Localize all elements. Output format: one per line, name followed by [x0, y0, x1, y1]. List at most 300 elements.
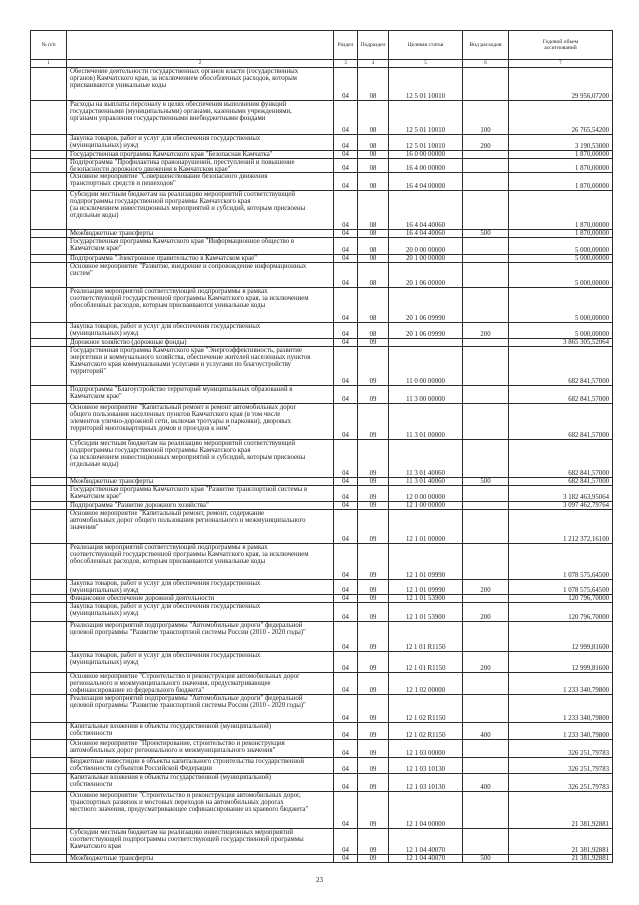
cell-section: 04	[334, 255, 358, 263]
budget-table	[30, 30, 613, 863]
cell-expense-type	[463, 159, 509, 173]
table-row	[31, 622, 613, 652]
cell-num	[31, 323, 67, 339]
cell-num	[31, 673, 67, 695]
table-row	[31, 595, 613, 603]
cell-subsection: 08	[358, 159, 389, 173]
cell-subsection: 09	[358, 652, 389, 673]
cell-target-article	[389, 339, 463, 347]
cell-amount: 5 000,00000	[509, 255, 613, 263]
cell-amount: 3 182 463,95064	[509, 486, 613, 502]
cell-num	[31, 68, 67, 101]
cell-subsection: 09	[358, 544, 389, 580]
table-row	[31, 347, 613, 386]
table-row	[31, 173, 613, 191]
cell-target-article: 12 1 03 10130	[389, 758, 463, 774]
cell-num	[31, 740, 67, 758]
cell-expense-type	[463, 673, 509, 695]
header-amount	[509, 31, 613, 60]
cell-expense-type	[463, 510, 509, 544]
cell-amount: 29 956,07200	[509, 68, 613, 101]
cell-name: Межбюджетные трансферты	[67, 230, 334, 238]
table-row	[31, 339, 613, 347]
cell-num	[31, 159, 67, 173]
cell-amount: 5 000,00000	[509, 288, 613, 323]
cell-target-article: 12 1 04 40070	[389, 829, 463, 855]
column-number: 4	[358, 60, 389, 68]
cell-section: 04	[334, 595, 358, 603]
cell-amount: 5 000,00000	[509, 263, 613, 288]
cell-name: Субсидии местным бюджетам на реализацию мероприятий соответствующей подпрограммы государственной программы Камчатского края (за исключением инвестиционных мероприятий и субсидий, которым присвоены отдельные коды)	[67, 440, 334, 478]
cell-num	[31, 829, 67, 855]
cell-name: Капитальные вложения в объекты государственной (муниципальной) собственности	[67, 723, 334, 740]
cell-subsection: 08	[358, 151, 389, 159]
cell-subsection: 09	[358, 855, 389, 863]
cell-amount: 26 765,54200	[509, 101, 613, 135]
cell-expense-type	[463, 502, 509, 510]
cell-subsection: 08	[358, 230, 389, 238]
column-numbers-row	[31, 60, 613, 68]
cell-num	[31, 595, 67, 603]
cell-target-article: 12 5 01 10010	[389, 101, 463, 135]
cell-name: Расходы на выплаты персоналу в целях обеспечения выполнения функций государственными (муниципальными) органами, казенными учреждениями, органами управления государственными внебюджетными фондами	[67, 101, 334, 135]
cell-num	[31, 173, 67, 191]
cell-target-article: 11 3 01 40060	[389, 440, 463, 478]
cell-target-article: 11 3 00 00000	[389, 386, 463, 404]
cell-subsection: 09	[358, 404, 389, 440]
cell-section: 04	[334, 673, 358, 695]
table-row	[31, 603, 613, 622]
cell-expense-type	[463, 263, 509, 288]
cell-subsection: 09	[358, 622, 389, 652]
table-row	[31, 758, 613, 774]
cell-num	[31, 478, 67, 486]
cell-section: 04	[334, 510, 358, 544]
cell-section: 04	[334, 191, 358, 230]
cell-num	[31, 502, 67, 510]
cell-subsection: 08	[358, 255, 389, 263]
cell-section: 04	[334, 238, 358, 255]
cell-amount: 12 999,81600	[509, 652, 613, 673]
cell-target-article: 16 4 04 40060	[389, 191, 463, 230]
cell-amount: 1 870,00000	[509, 151, 613, 159]
cell-subsection: 09	[358, 792, 389, 829]
cell-expense-type	[463, 695, 509, 723]
cell-expense-type	[463, 151, 509, 159]
cell-subsection: 09	[358, 339, 389, 347]
cell-expense-type	[463, 544, 509, 580]
cell-section: 04	[334, 544, 358, 580]
cell-target-article: 12 1 01 R1150	[389, 622, 463, 652]
cell-amount: 21 381,92881	[509, 829, 613, 855]
cell-subsection: 09	[358, 603, 389, 622]
cell-expense-type	[463, 255, 509, 263]
cell-target-article: 12 1 02 R1150	[389, 723, 463, 740]
cell-section: 04	[334, 440, 358, 478]
cell-name: Реализация мероприятий подпрограммы "Автомобильные дороги" федеральной целевой программы "Развитие транспортной системы России (2010 - 2020 годы)"	[67, 695, 334, 723]
cell-expense-type: 200	[463, 603, 509, 622]
column-number: 5	[389, 60, 463, 68]
cell-section: 04	[334, 339, 358, 347]
cell-name: Основное мероприятие "Капитальный ремонт, ремонт, содержание автомобильных дорог общего пользования регионального и межмуниципального значения"	[67, 510, 334, 544]
cell-name: Субсидии местным бюджетам на реализацию мероприятий соответствующей подпрограммы государственной программы Камчатского края (за исключением инвестиционных мероприятий и субсидий, которым присвоены отдельные коды)	[67, 191, 334, 230]
cell-section: 04	[334, 652, 358, 673]
table-row	[31, 386, 613, 404]
cell-section: 04	[334, 323, 358, 339]
cell-target-article: 12 1 01 09990	[389, 544, 463, 580]
cell-target-article: 16 4 00 00000	[389, 159, 463, 173]
cell-name: Обеспечение деятельности государственных органов власти (государственных органов) Камчатского края, за исключением обособленных расходов, которым присваиваются уникальные коды	[67, 68, 334, 101]
cell-num	[31, 135, 67, 151]
cell-target-article: 16 0 00 00000	[389, 151, 463, 159]
cell-section: 04	[334, 740, 358, 758]
cell-subsection: 09	[358, 758, 389, 774]
cell-num	[31, 486, 67, 502]
column-number: 1	[31, 60, 67, 68]
cell-target-article: 12 1 02 00000	[389, 673, 463, 695]
cell-name: Реализация мероприятий соответствующей подпрограммы в рамках соответствующей государственной программы Камчатского края, за исключением обособленных расходов, которым присваиваются уникальные коды	[67, 288, 334, 323]
cell-target-article: 12 5 01 10010	[389, 135, 463, 151]
table-row	[31, 673, 613, 695]
header-target-article: Целевая статья	[389, 31, 463, 60]
cell-section: 04	[334, 723, 358, 740]
cell-target-article: 12 1 00 00000	[389, 502, 463, 510]
table-row	[31, 288, 613, 323]
cell-amount: 5 000,00000	[509, 323, 613, 339]
header-name	[67, 31, 334, 60]
cell-name: Закупка товаров, работ и услуг для обеспечения государственных (муниципальных) нужд	[67, 603, 334, 622]
table-row	[31, 829, 613, 855]
cell-section: 04	[334, 288, 358, 323]
cell-name: Закупка товаров, работ и услуг для обеспечения государственных (муниципальных) нужд	[67, 135, 334, 151]
header-expense-type: Вид расходов	[463, 31, 509, 60]
cell-subsection: 09	[358, 774, 389, 792]
cell-target-article: 12 1 03 10130	[389, 774, 463, 792]
table-row	[31, 68, 613, 101]
cell-num	[31, 544, 67, 580]
cell-expense-type	[463, 238, 509, 255]
cell-expense-type	[463, 339, 509, 347]
cell-section: 04	[334, 151, 358, 159]
cell-amount: 1 870,00000	[509, 191, 613, 230]
cell-target-article: 20 1 00 00000	[389, 255, 463, 263]
cell-amount: 21 381,92881	[509, 792, 613, 829]
cell-name: Основное мероприятие "Капитальный ремонт и ремонт автомобильных дорог общего пользования населенных пунктов Камчатского края (в том числе элементов улично-дорожной сети, включая тротуары и парковки), дворовых территорий многоквартирных домов и проездов к ним"	[67, 404, 334, 440]
cell-target-article: 16 4 04 40060	[389, 230, 463, 238]
cell-num	[31, 191, 67, 230]
cell-num	[31, 339, 67, 347]
cell-expense-type	[463, 191, 509, 230]
cell-num	[31, 263, 67, 288]
cell-subsection: 09	[358, 673, 389, 695]
cell-section: 04	[334, 68, 358, 101]
cell-amount: 1 233 340,79800	[509, 673, 613, 695]
cell-section: 04	[334, 603, 358, 622]
cell-section: 04	[334, 478, 358, 486]
cell-subsection: 09	[358, 695, 389, 723]
cell-num	[31, 758, 67, 774]
column-number: 3	[334, 60, 358, 68]
cell-num	[31, 652, 67, 673]
table-row	[31, 580, 613, 595]
cell-name: Государственная программа Камчатского края "Энергоэффективность, развитие энергетики и коммунального хозяйства, обеспечение жителей населенных пунктов Камчатского края коммунальными услугами и услугами по благоустройству территорий"	[67, 347, 334, 386]
cell-name: Государственная программа Камчатского края "Информационное общество в Камчатском крае"	[67, 238, 334, 255]
cell-num	[31, 347, 67, 386]
cell-section: 04	[334, 230, 358, 238]
cell-subsection: 09	[358, 740, 389, 758]
cell-subsection: 08	[358, 173, 389, 191]
cell-subsection: 08	[358, 263, 389, 288]
cell-amount: 326 251,79783	[509, 740, 613, 758]
cell-amount: 326 251,79783	[509, 774, 613, 792]
cell-target-article: 11 3 01 00000	[389, 404, 463, 440]
cell-section: 04	[334, 347, 358, 386]
column-number: 6	[463, 60, 509, 68]
cell-amount: 682 841,57000	[509, 386, 613, 404]
cell-name: Реализация мероприятий подпрограммы "Автомобильные дороги" федеральной целевой программы "Развитие транспортной системы России (2010 - 2020 годы)"	[67, 622, 334, 652]
cell-name: Реализация мероприятий соответствующей подпрограммы в рамках соответствующей государственной программы Камчатского края, за исключением обособленных расходов, которым присваиваются уникальные коды	[67, 544, 334, 580]
table-row	[31, 502, 613, 510]
cell-target-article: 12 1 01 09990	[389, 580, 463, 595]
cell-amount: 682 841,57000	[509, 440, 613, 478]
cell-amount: 1 870,00000	[509, 159, 613, 173]
cell-section: 04	[334, 386, 358, 404]
cell-expense-type: 400	[463, 723, 509, 740]
page-number: 23	[316, 876, 323, 884]
cell-subsection: 08	[358, 135, 389, 151]
column-number: 2	[67, 60, 334, 68]
table-row	[31, 255, 613, 263]
cell-section: 04	[334, 829, 358, 855]
table-row	[31, 740, 613, 758]
table-body	[31, 68, 613, 863]
cell-target-article: 20 1 06 00000	[389, 263, 463, 288]
cell-expense-type: 500	[463, 230, 509, 238]
cell-name: Субсидии местным бюджетам на реализацию инвестиционных мероприятий соответствующей подпрограммы соответствующей государственной программы Камчатского края	[67, 829, 334, 855]
cell-amount: 682 841,57000	[509, 478, 613, 486]
cell-expense-type	[463, 347, 509, 386]
table-row	[31, 695, 613, 723]
cell-name: Закупка товаров, работ и услуг для обеспечения государственных (муниципальных) нужд	[67, 323, 334, 339]
table-row	[31, 151, 613, 159]
cell-amount: 326 251,79783	[509, 758, 613, 774]
cell-subsection: 09	[358, 580, 389, 595]
table-row	[31, 159, 613, 173]
cell-section: 04	[334, 263, 358, 288]
cell-expense-type	[463, 288, 509, 323]
table-row	[31, 238, 613, 255]
cell-amount: 5 000,00000	[509, 238, 613, 255]
cell-num	[31, 792, 67, 829]
cell-section: 04	[334, 758, 358, 774]
cell-subsection: 09	[358, 723, 389, 740]
cell-expense-type: 200	[463, 323, 509, 339]
cell-name: Основное мероприятие "Совершенствование безопасного движения транспортных средств и пешеходов"	[67, 173, 334, 191]
cell-amount: 1 078 575,64500	[509, 580, 613, 595]
column-number: 7	[509, 60, 613, 68]
cell-target-article: 20 1 06 09990	[389, 323, 463, 339]
cell-section: 04	[334, 404, 358, 440]
cell-subsection: 09	[358, 347, 389, 386]
cell-num	[31, 404, 67, 440]
table-row	[31, 478, 613, 486]
cell-amount: 682 841,57000	[509, 404, 613, 440]
header-num: № п/п	[31, 31, 67, 60]
cell-section: 04	[334, 792, 358, 829]
cell-section: 04	[334, 173, 358, 191]
cell-target-article: 16 4 04 00000	[389, 173, 463, 191]
cell-section: 04	[334, 502, 358, 510]
cell-num	[31, 386, 67, 404]
cell-num	[31, 440, 67, 478]
cell-section: 04	[334, 486, 358, 502]
cell-expense-type	[463, 758, 509, 774]
cell-target-article: 12 1 04 00000	[389, 792, 463, 829]
cell-target-article: 11 3 01 40060	[389, 478, 463, 486]
cell-subsection: 09	[358, 595, 389, 603]
cell-expense-type	[463, 173, 509, 191]
cell-subsection: 08	[358, 101, 389, 135]
cell-amount: 1 233 340,79800	[509, 695, 613, 723]
cell-num	[31, 603, 67, 622]
cell-subsection: 09	[358, 502, 389, 510]
cell-expense-type	[463, 740, 509, 758]
cell-amount: 21 381,92881	[509, 855, 613, 863]
table-row	[31, 652, 613, 673]
cell-amount: 1 870,00000	[509, 230, 613, 238]
cell-section: 04	[334, 159, 358, 173]
cell-target-article: 12 1 03 00000	[389, 740, 463, 758]
cell-amount: 120 796,70000	[509, 603, 613, 622]
cell-subsection: 09	[358, 478, 389, 486]
cell-target-article: 12 1 02 R1150	[389, 695, 463, 723]
cell-target-article: 12 0 00 00000	[389, 486, 463, 502]
cell-name: Основное мероприятие "Строительство и реконструкция автомобильных дорог, транспортных развязок и мостовых переходов на автомобильных дорогах местного значения, предусматривающее софинансирование из краевого бюджета"	[67, 792, 334, 829]
cell-num	[31, 238, 67, 255]
table-row	[31, 191, 613, 230]
cell-section: 04	[334, 580, 358, 595]
cell-num	[31, 255, 67, 263]
cell-target-article: 20 0 00 00000	[389, 238, 463, 255]
cell-subsection: 08	[358, 68, 389, 101]
cell-name: Государственная программа Камчатского края "Безопасная Камчатка"	[67, 151, 334, 159]
cell-num	[31, 230, 67, 238]
cell-amount: 682 841,57000	[509, 347, 613, 386]
cell-target-article: 12 1 01 00000	[389, 510, 463, 544]
cell-expense-type	[463, 622, 509, 652]
cell-subsection: 08	[358, 191, 389, 230]
cell-section: 04	[334, 855, 358, 863]
table-row	[31, 263, 613, 288]
table-row	[31, 230, 613, 238]
cell-target-article: 12 5 01 10010	[389, 68, 463, 101]
table-row	[31, 774, 613, 792]
cell-num	[31, 695, 67, 723]
cell-subsection: 09	[358, 829, 389, 855]
table-row	[31, 323, 613, 339]
cell-name: Основное мероприятие "Развитие, внедрение и сопровождение информационных систем"	[67, 263, 334, 288]
cell-amount: 1 078 575,64500	[509, 544, 613, 580]
cell-subsection: 09	[358, 486, 389, 502]
cell-amount: 12 999,81600	[509, 622, 613, 652]
cell-expense-type: 200	[463, 580, 509, 595]
table-row	[31, 486, 613, 502]
cell-amount: 1 233 340,79800	[509, 723, 613, 740]
table-header	[31, 31, 613, 60]
cell-amount: 1 212 372,16100	[509, 510, 613, 544]
cell-section: 04	[334, 774, 358, 792]
cell-expense-type	[463, 68, 509, 101]
cell-expense-type	[463, 595, 509, 603]
cell-num	[31, 580, 67, 595]
table-row	[31, 792, 613, 829]
cell-section: 04	[334, 622, 358, 652]
cell-expense-type	[463, 404, 509, 440]
cell-num	[31, 774, 67, 792]
cell-target-article: 11 0 00 00000	[389, 347, 463, 386]
cell-expense-type: 100	[463, 101, 509, 135]
cell-target-article: 12 1 01 53900	[389, 595, 463, 603]
cell-name: Межбюджетные трансферты	[67, 855, 334, 863]
header-amount-label: Годовой объем ассигнований	[542, 38, 579, 51]
cell-subsection: 08	[358, 238, 389, 255]
cell-num	[31, 622, 67, 652]
table-row	[31, 440, 613, 478]
cell-expense-type	[463, 440, 509, 478]
table-row	[31, 101, 613, 135]
cell-subsection: 09	[358, 440, 389, 478]
cell-amount: 120 796,70000	[509, 595, 613, 603]
cell-target-article: 12 1 01 53900	[389, 603, 463, 622]
cell-name: Финансовое обеспечение дорожной деятельности	[67, 595, 334, 603]
cell-amount: 1 870,00000	[509, 173, 613, 191]
cell-expense-type	[463, 829, 509, 855]
cell-name: Государственная программа Камчатского края "Развитие транспортной системы в Камчатском крае"	[67, 486, 334, 502]
cell-name: Подпрограмма "Профилактика правонарушений, преступлений и повышение безопасности дорожного движения в Камчатском крае"	[67, 159, 334, 173]
cell-amount: 3 865 305,52064	[509, 339, 613, 347]
cell-expense-type	[463, 486, 509, 502]
cell-name: Основное мероприятие "Строительство и реконструкция автомобильных дорог регионального и межмуниципального значения, предусматривающее софинансирование из федерального бюджета"	[67, 673, 334, 695]
cell-name: Закупка товаров, работ и услуг для обеспечения государственных (муниципальных) нужд	[67, 652, 334, 673]
cell-name: Подпрограмма "Электронное правительство в Камчатском крае"	[67, 255, 334, 263]
cell-name: Закупка товаров, работ и услуг для обеспечения государственных (муниципальных) нужд	[67, 580, 334, 595]
cell-subsection: 09	[358, 510, 389, 544]
cell-target-article: 12 1 04 40070	[389, 855, 463, 863]
cell-expense-type: 500	[463, 478, 509, 486]
cell-section: 04	[334, 135, 358, 151]
cell-expense-type: 200	[463, 652, 509, 673]
cell-num	[31, 288, 67, 323]
cell-expense-type: 200	[463, 135, 509, 151]
cell-section: 04	[334, 101, 358, 135]
cell-num	[31, 723, 67, 740]
header-subsection: Подраздел	[358, 31, 389, 60]
cell-name: Дорожное хозяйство (дорожные фонды)	[67, 339, 334, 347]
cell-name: Капитальные вложения в объекты государственной (муниципальной) собственности	[67, 774, 334, 792]
table-row	[31, 723, 613, 740]
cell-subsection: 08	[358, 288, 389, 323]
cell-name: Бюджетные инвестиции в объекты капитального строительства государственной собственности субъектов Российской Федерации	[67, 758, 334, 774]
cell-subsection: 09	[358, 386, 389, 404]
cell-target-article: 12 1 01 R1150	[389, 652, 463, 673]
cell-section: 04	[334, 695, 358, 723]
cell-target-article: 20 1 06 09990	[389, 288, 463, 323]
table-row	[31, 855, 613, 863]
cell-expense-type: 400	[463, 774, 509, 792]
cell-name: Подпрограмма "Благоустройство территорий муниципальных образований в Камчатском крае"	[67, 386, 334, 404]
cell-subsection: 08	[358, 323, 389, 339]
cell-name: Основное мероприятие "Проектирование, строительство и реконструкция автомобильных дорог регионального и межмуниципального значения"	[67, 740, 334, 758]
